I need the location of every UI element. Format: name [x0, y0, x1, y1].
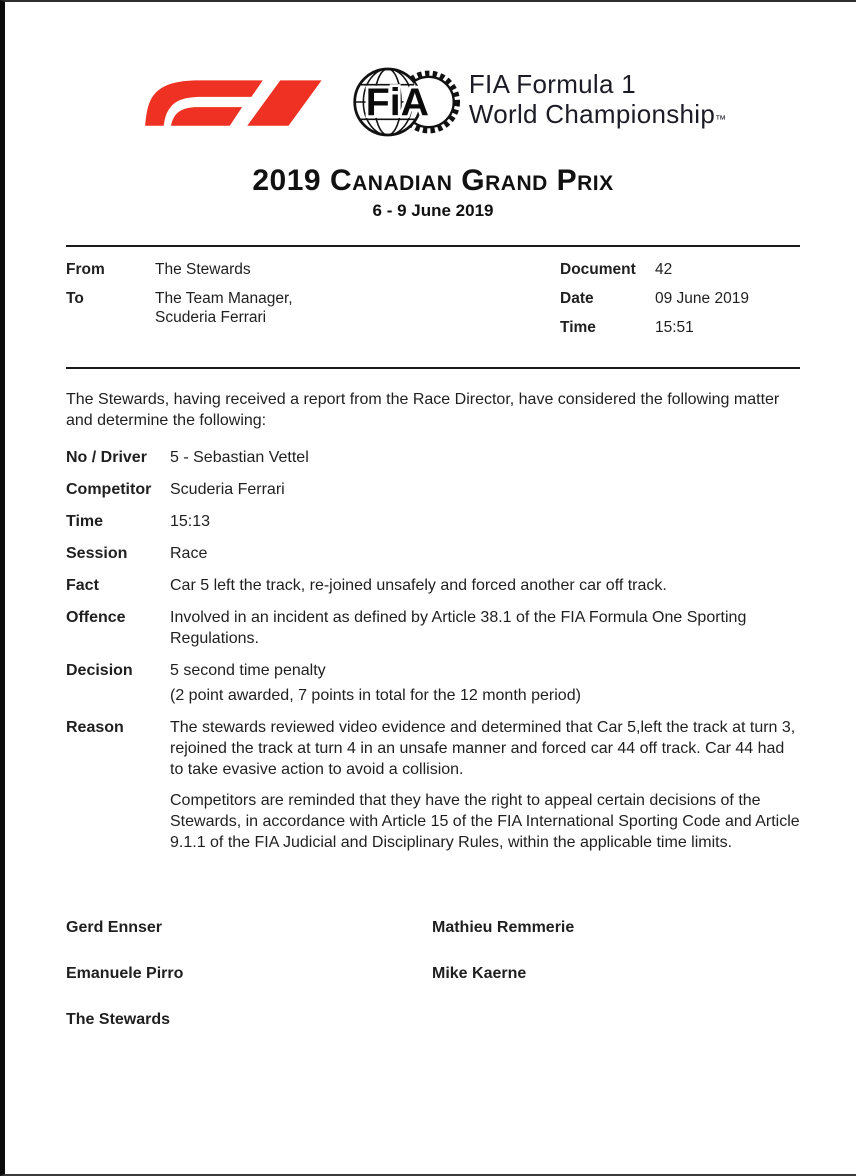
- steward-name: Emanuele Pirro: [66, 965, 184, 982]
- signature-row-2: [66, 963, 800, 984]
- meta-left-column: [66, 260, 560, 347]
- decision-fields: [66, 447, 800, 853]
- meta-row-from: [66, 260, 560, 279]
- field-row-decision: [66, 660, 800, 706]
- fact-label: Fact: [66, 577, 99, 594]
- trademark-symbol: ™: [715, 114, 727, 126]
- field-row-session: [66, 543, 800, 564]
- steward-name: Mathieu Remmerie: [432, 919, 575, 936]
- driver-value: 5 - Sebastian Vettel: [170, 449, 309, 466]
- fia-wordmark: [469, 69, 726, 135]
- to-value: [155, 289, 293, 327]
- meta-row-document: [560, 260, 800, 279]
- driver-label: No / Driver: [66, 449, 147, 466]
- document-label: Document: [560, 261, 636, 278]
- incident-time-label: Time: [66, 513, 104, 530]
- fact-value: Car 5 left the track, re-joined unsafely and forced another car off track.: [170, 577, 667, 594]
- meta-right-column: [560, 260, 800, 347]
- header-logos: [66, 60, 800, 144]
- date-value: 09 June 2019: [655, 290, 749, 307]
- offence-label: Offence: [66, 609, 126, 626]
- decision-value: [170, 660, 800, 706]
- field-row-reason: [66, 717, 800, 853]
- fia-brand: [350, 61, 726, 143]
- f1-logo-icon: [140, 64, 336, 140]
- signatures-block: [66, 917, 800, 1030]
- reason-paragraph-1: The stewards reviewed video evidence and determined that Car 5,left the track at turn 3, rejoined the track at turn 4 in an unsafe manner and forced car 44 off track. Car 44 had to take evasive action to avoid a collision.: [170, 719, 796, 778]
- reason-paragraph-2: Competitors are reminded that they have the right to appeal certain decisions of the Stewards, in accordance with Article 15 of the FIA International Sporting Code and Article 9.1.1 of the FIA Judicial and Disciplinary Rules, within the applicable time limits.: [170, 792, 800, 851]
- event-title: 2019 Canadian Grand Prix: [252, 164, 614, 197]
- decision-label: Decision: [66, 662, 133, 679]
- event-dates: 6 - 9 June 2019: [372, 201, 494, 220]
- date-label: Date: [560, 290, 594, 307]
- field-row-competitor: [66, 479, 800, 500]
- decision-points: (2 point awarded, 7 points in total for the 12 month period): [170, 687, 581, 704]
- intro-paragraph: The Stewards, having received a report from the Race Director, have considered the following matter and determine the following:: [66, 391, 780, 429]
- competitor-value: Scuderia Ferrari: [170, 481, 285, 498]
- field-row-driver: [66, 447, 800, 468]
- steward-name: Mike Kaerne: [432, 965, 527, 982]
- reason-label: Reason: [66, 719, 124, 736]
- signature-closing: The Stewards: [66, 1011, 171, 1028]
- competitor-label: Competitor: [66, 481, 152, 498]
- to-value-line2: Scuderia Ferrari: [155, 309, 267, 326]
- time-value: 15:51: [655, 319, 694, 336]
- session-value: Race: [170, 545, 208, 562]
- decision-penalty: 5 second time penalty: [170, 662, 326, 679]
- field-row-offence: [66, 607, 800, 649]
- offence-value: Involved in an incident as defined by Article 38.1 of the FIA Formula One Sporting Regulations.: [170, 609, 747, 647]
- from-value: The Stewards: [155, 261, 251, 278]
- meta-row-time: [560, 318, 800, 337]
- field-row-fact: [66, 575, 800, 596]
- steward-name: Gerd Ennser: [66, 919, 163, 936]
- meta-table: [66, 245, 800, 369]
- incident-time-value: 15:13: [170, 513, 211, 530]
- signature-row-1: [66, 917, 800, 938]
- field-row-time: [66, 511, 800, 532]
- from-label: From: [66, 261, 105, 278]
- session-label: Session: [66, 545, 128, 562]
- meta-row-to: [66, 289, 560, 327]
- fia-wordmark-line2: World Championship™: [468, 99, 727, 129]
- to-label: To: [66, 290, 84, 307]
- reason-value: [170, 717, 800, 853]
- meta-row-date: [560, 289, 800, 308]
- time-label: Time: [560, 319, 596, 336]
- to-value-line1: The Team Manager,: [155, 290, 293, 307]
- fia-wordmark-line1: FIA Formula 1: [468, 69, 637, 99]
- fia-monogram-text: FiA: [365, 80, 429, 125]
- document-page: [5, 60, 856, 1030]
- fia-globe-gear-icon: [350, 61, 460, 143]
- document-number: 42: [655, 261, 673, 278]
